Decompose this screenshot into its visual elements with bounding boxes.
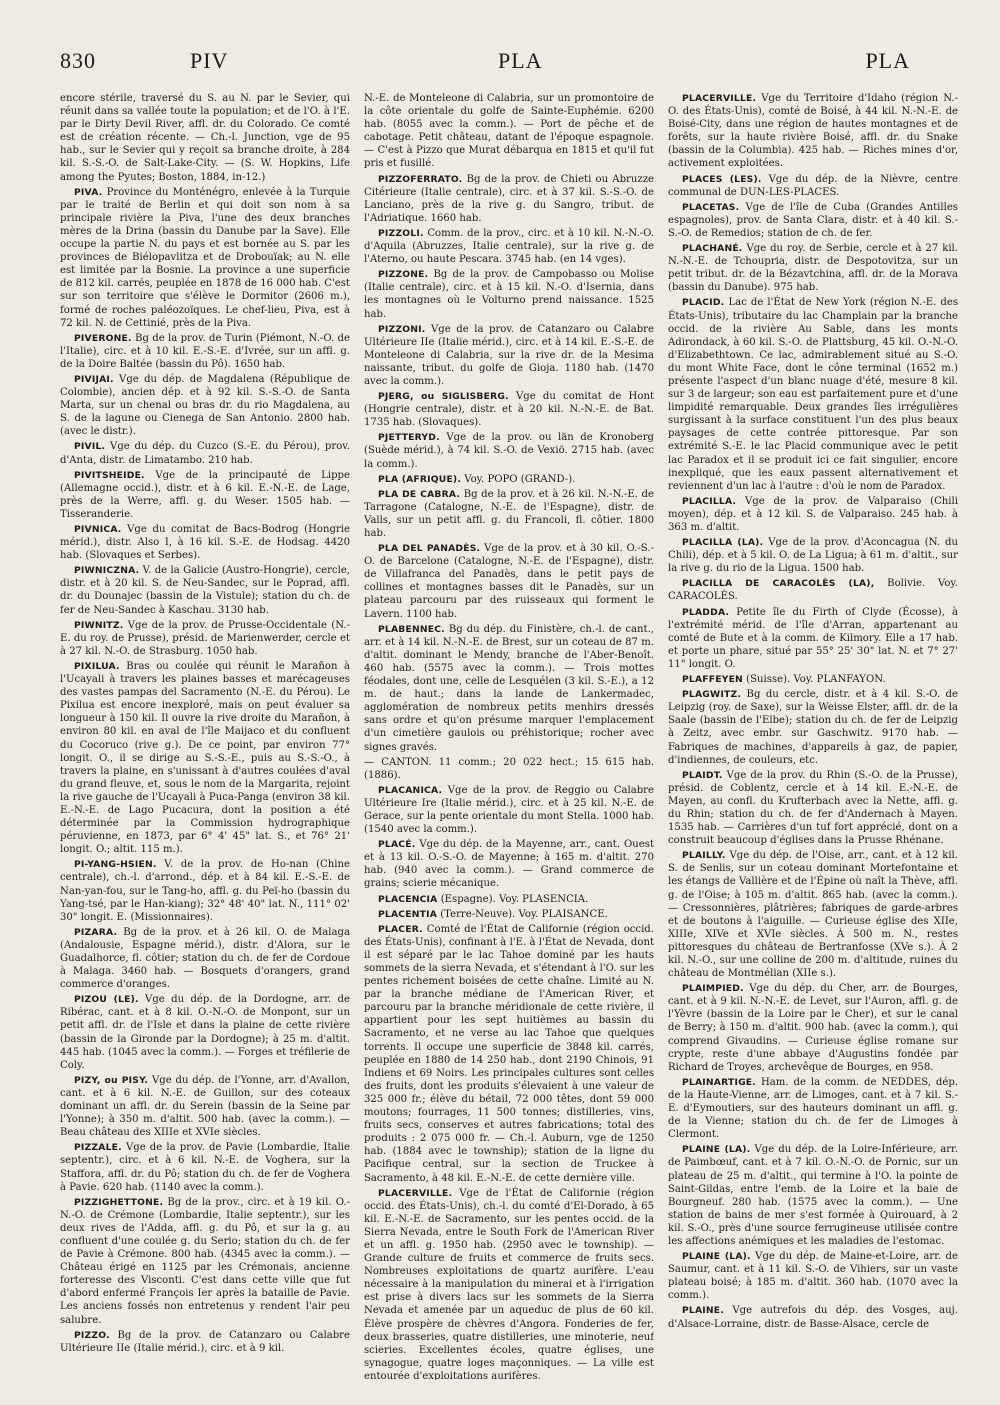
entry <box>668 769 958 848</box>
entry <box>60 523 350 562</box>
entry-text: Comm. de la prov., circ. et à 10 kil. N.-N.-O. d'Aquila (Abruzzes, Italie centrale), sur la rive g. de l'Aterno, ou haute Pescara. 3745 hab. (en 14 vges). <box>364 227 654 266</box>
entry-text: Vge autrefois du dép. des Vosges, auj. d'Alsace-Lorraine, distr. de Basse-Alsace, cercle de <box>668 1305 958 1330</box>
entry-headword: PLACERVILLE. <box>682 93 757 104</box>
entry-text: Vge de la prov. de Catanzaro ou Calabre Ultérieure IIe (Italie mérid.), circ. et à 14 kil. E.-S.-E. de Monteleone di Calabria, sur la rive dr. de la Mesima naissante, tribut. du golfe de Gioja. 1180 hab. (1470 avec la comm.). <box>364 323 654 387</box>
entry <box>668 1250 958 1302</box>
entry <box>668 606 958 671</box>
entry-text: Vge de la prov. de Prusse-Occidentale (N.-E. du roy. de Prusse), présid. de Marienwerder, cercle et à 27 kil. N.-O. de Strasburg. 1050 hab. <box>60 619 350 657</box>
entry <box>60 660 350 856</box>
entry <box>364 893 654 906</box>
entry-text: Vge du comitat de Bacs-Bodrog (Hongrie mérid.), distr. Also I, à 16 kil. S.-E. de Hodsag. 4420 hab. (Slovaques et Serbes). <box>60 524 350 562</box>
entry-headword: PIVNICA. <box>74 524 122 535</box>
entry-text: Bolivie. Voy. CARACOLÈS. <box>668 578 958 603</box>
entry-text: Province du Monténégro, enlevée à la Turquie par le traité de Berlin et qui doit son nom à sa principale rivière la Piva, l'une des deux branches mères de la Drina (bassin du Danube par la Save). Elle occupe la partie N. du pays et est bornée au S. par les provinces de Biélopavlitza et de Drobouïak; au N. elle est limitée par la Bosnie. La province a une superficie de 812 kil. carrés, peuplée en 1878 de 16 000 hab. C'est sur son territoire que s'élève le Dormitor (2606 m.), formé de roches paléozoïques. Le chef-lieu, Piva, est à 72 kil. N. de Cettinié, près de la Piva. <box>60 186 350 329</box>
entry-headword: PJERG, ou SIGLISBERG. <box>378 391 509 403</box>
entry <box>60 440 350 466</box>
entry-headword: PIZZOLI. <box>378 227 424 239</box>
entry-text: (Suisse). Voy. PLANFAYON. <box>746 674 886 686</box>
entry-headword: PLA DEL PANADÈS. <box>378 543 481 555</box>
entry-headword: PLA (AFRIQUE). <box>378 473 462 485</box>
entry-headword: PIZARA. <box>74 926 118 938</box>
entry-headword: PIVIL. <box>74 441 106 453</box>
entry <box>60 993 350 1072</box>
left-running-head: PIV <box>190 48 229 73</box>
entry-text: V. de la Galicie (Austro-Hongrie), cercle, distr. et à 20 kil. S. de Neu-Sandec, sur le Poprad, affl. dr. du Dounajec (bassin de la Vistule); station du ch. de fer de Neu-Sandec à Kaschau. 3130 hab. <box>60 565 350 616</box>
entry-headword: PLACERVILLE. <box>378 1187 453 1199</box>
column-2 <box>364 92 654 1380</box>
entry-text: encore stérile, traversé du S. au N. par le Sevier, qui réunit dans sa vallée toute la population; et de l'O. à l'E. par le Dirty Devil River, affl. dr. du Colorado. Ce comté est de création récente. — Ch.-l. Junction, vge de 95 hab., sur le Sevier qui y reçoit sa branche droite, à 284 kil. S.-S.-O. de Salt-Lake-City. — (S. W. Hopkins, Life among the Pyutes; Boston, 1884, in-12.) <box>60 93 350 183</box>
entry <box>668 982 958 1074</box>
entry-text: Bg du cercle, distr. et à 4 kil. S.-O. de Leipzig (roy. de Saxe), sur la Weisse Elster, affl. dr. de la Saale (bassin de l'Elbe); station du ch. de fer de Leipzig à Zeitz, avec embr. sur Gaschwitz. 9170 hab. — Fabriques de machines, d'appareils à gaz, de papier, d'indiennes, de couleurs, etc. <box>668 689 958 766</box>
entry-text: Vge de l'île de Cuba (Grandes Antilles espagnoles), prov. de Santa Clara, distr. et à 40 kil. S.-S.-O. de Remedios; station de ch. de fer. <box>668 201 958 239</box>
entry-headword: PLADDA. <box>682 606 730 618</box>
entry-text: Vge du dép. de l'Oise, arr., cant. et à 12 kil. S. de Senlis, sur un coteau dominant Mortefontaine et les étangs de Vallière et de l'Épine où naît la Thève, affl. g. de l'Oise; à 105 m. d'altit. 865 hab. (avec la comm.). — Cressonnières, plâtrières; fabriques de garde-arbres et de boutons à l'aiguille. — Curieuse église des XIIe, XIIIe, XIVe et XVIe siècles. À 500 m. N., restes pittoresques du château de Bertranfosse (XVe s.). À 2 kil. N.-O., sur une colline de 200 m. d'altitude, ruines du château de Montmélian (XIIe s.). <box>668 850 958 980</box>
entry-text: Vge du dép. de Maine-et-Loire, arr. de Saumur, cant. et à 11 kil. S.-O. de Vihiers, sur un vaste plateau boisé; à 185 m. d'altit. 360 hab. (1070 avec la comm.). <box>668 1251 958 1302</box>
entry <box>364 784 654 836</box>
entry-headword: PIZZONI. <box>378 323 426 335</box>
entry-headword: PLACILLA (LA). <box>682 537 764 549</box>
entry <box>668 1076 958 1141</box>
center-running-head: PLA <box>498 48 543 73</box>
column-1 <box>60 92 350 1380</box>
entry-headword: PIZY, ou PISY. <box>74 1074 149 1086</box>
entry-text: Petite île du Firth of Clyde (Écosse), à l'extrémité mérid. de l'île d'Arran, appartenant au comté de Bute et à la comm. de Kilmory. Elle a 17 hab. et porte un phare, situé par 55° 25' 30" lat. N. et 7° 27' 11" longit. O. <box>668 606 958 670</box>
entry-text: Vge du dép. de l'Yonne, arr. d'Avallon, cant. et à 6 kil. N.-E. de Guillon, sur des coteaux dominant un affl. dr. du Serein (bassin de la Seine par l'Yonne); à 350 m. d'altit. 500 hab. (avec la comm.). — Beau château des XIIIe et XVIe siècles. <box>60 1074 350 1139</box>
entry-text: Bg de la prov. de Campobasso ou Molise (Italie centrale), circ. et à 15 kil. N.-O. d'Isernia, dans les montagnes où le Volturno prend naissance. 1525 hab. <box>364 269 654 320</box>
entry <box>364 473 654 486</box>
entry-text: Bg de la prov. et à 26 kil. N.-N.-E. de Tarragone (Catalogne, N.-E. de l'Espagne), distr. de Valls, sur un petit affl. g. du Francoli, fl. côtier. 1800 hab. <box>364 488 654 539</box>
entry-headword: PLAGWITZ. <box>682 689 742 701</box>
entry <box>364 838 654 890</box>
entry-text: Voy. POPO (GRAND-). <box>464 473 576 485</box>
entry-headword: PLACENTIA <box>378 908 438 920</box>
entry-text: Vge de la prov. et à 30 kil. O.-S.-O. de Barcelone (Catalogne, N.-E. de l'Espagne), distr. de Villafranca del Panadès, dans le petit pays de collines et montagnes basses dit le Panadès, sur un plateau parcouru par des ruisseaux qui forment le Lavern. 1100 hab. <box>364 543 654 620</box>
entry <box>60 858 350 923</box>
entry-headword: PLAILLY. <box>682 850 726 862</box>
entry <box>364 227 654 266</box>
entry-headword: PLACETAS. <box>682 201 740 213</box>
entry <box>364 173 654 225</box>
entry-text: N.-E. de Monteleone di Calabria, sur un promontoire de la côte orientale du golfe de Sainte-Euphémie. 6200 hab. (8055 avec la comm.). — Port de pêche et de cabotage. Petit château, datant de l'époque espagnole. — C'est à Pizzo que Murat débarqua en 1815 et qu'il fut pris et fusillé. <box>364 93 654 170</box>
entry-headword: PLACES (LES). <box>682 173 762 185</box>
entry-text: Bg de la prov. et à 26 kil. O. de Malaga (Andalousie, Espagne mérid.), distr. d'Alora, sur le Guadalhorce, fl. côtier; station du ch. de fer de Cordoue à Malaga. 3460 hab. — Bosquets d'orangers, grand commerce d'oranges. <box>60 926 350 991</box>
entry-headword: PIZZO. <box>74 1329 110 1341</box>
entry <box>364 542 654 621</box>
entry <box>364 1187 654 1380</box>
entry-headword: PLACID. <box>682 297 725 309</box>
entry-text: Lac de l'État de New York (région N.-E. des États-Unis), tributaire du lac Champlain par la branche occid. de la rivière Au Sable, dans les monts Adirondack, à 60 kil. S.-O. de Plattsburg, 45 kil. O.-N.-O. d'Elizabethtown. Ce lac, admirablement situé au S.-O. du mont White Face, dont le cône terminal (1652 m.) présente l'aspect d'un blanc nuage d'été, mesure 8 kil. sur 3 de largeur; son eau est parfaitement pure et d'une limpidité remarquable. Deux grandes îles irrégulières surgissant à la surface constituent l'un des plus beaux paysages de cette contrée pittoresque. Par son extrémité S.-E. le lac Placid communique avec le petit lac Paradox et il se produit ici ce fait singulier, encore inexpliqué, que les eaux passent alternativement et reviennent d'un lac à l'autre : d'où le nom de Paradox. <box>668 297 958 492</box>
entry-text: Bg de la prov., circ. et à 19 kil. O.-N.-O. de Crémone (Lombardie, Italie septentr.), sur les deux rives de l'Adda, affl. g. du Pô, et sur la g. au confluent d'une coulée g. du Serio; station du ch. de fer de Pavie à Crémone. 800 hab. (4345 avec la comm.). — Château érigé en 1125 par les Crémonais, ancienne forteresse des Visconti. C'est dans cette ville que fut d'abord enfermé François Ier après la bataille de Pavie. Les anciens fossés non entretenus y rendent l'air peu salubre. <box>60 1196 350 1326</box>
entry <box>364 488 654 540</box>
entry-headword: PLACILLA. <box>682 495 737 507</box>
entry-text: V. de la prov. de Ho-nan (Chine centrale), ch.-l. d'arrond., dép. et à 84 kil. E.-S.-E. de Nan-yan-fou, sur le Tang-ho, affl. g. du Peï-ho (bassin du Yang-tsé, par le Han-kiang); 32° 48' 40" lat. N., 111° 02' 30" longit. E. (Missionnaires). <box>60 859 350 923</box>
entry <box>364 268 654 320</box>
entry <box>60 92 350 184</box>
entry <box>668 1304 958 1330</box>
entry-headword: PIWNITZ. <box>74 619 124 631</box>
entry <box>60 469 350 521</box>
entry <box>60 1141 350 1193</box>
entry <box>668 536 958 575</box>
entry-headword: PLACANICA. <box>378 784 443 796</box>
entry <box>60 186 350 330</box>
page-number: 830 <box>60 48 96 73</box>
entry <box>668 173 958 199</box>
entry <box>668 673 958 686</box>
column-3 <box>668 92 958 1380</box>
entry-text: Vge de la prov. de Pavie (Lombardie, Italie septentr.), circ. et à 6 kil. N.-E. de Voghera, sur la Staffora, affl. dr. du Pô; station du ch. de fer de Voghera à Pavie. 620 hab. (1140 avec la comm.). <box>60 1142 350 1193</box>
entry <box>60 1196 350 1327</box>
entry-headword: PIZZOFERRATO. <box>378 173 463 185</box>
entry <box>60 619 350 658</box>
entry <box>668 688 958 767</box>
right-running-head: PLA <box>865 48 910 73</box>
entry-text: Vge de la prov. de Reggio ou Calabre Ultérieure Ire (Italie mérid.), circ. et à 25 kil. N.-E. de Gerace, sur la pente orientale du mont Stella. 1000 hab. (1540 avec la comm.). <box>364 784 654 836</box>
entry-headword: PLACENCIA <box>378 893 438 905</box>
entry <box>668 296 958 492</box>
entry-text: Vge du dép. de la Nièvre, centre communal de DUN-LES-PLACES. <box>668 173 958 198</box>
entry <box>60 926 350 991</box>
entry-text: Vge du dép. du Cher, arr. de Bourges, cant. et à 9 kil. N.-N.-E. de Levet, sur l'Auron, affl. g. de l'Yèvre (bassin de la Loire par le Cher), et sur le canal de Berry; à 150 m. d'altit. 900 hab. (avec la comm.), qui comprend Givaudins. — Curieuse église romane sur crypte, reste d'une abbaye d'Augustins fondée par Richard de Troyes, archevêque de Bourges, en 958. <box>668 983 958 1073</box>
entry-headword: PI-YANG-HSIEN. <box>74 859 157 871</box>
entry <box>364 390 654 429</box>
text-columns <box>60 92 960 1380</box>
entry-text: — CANTON. 11 comm.; 20 022 hect.; 15 615 hab. (1886). <box>364 756 654 781</box>
entry-headword: PLACHANÉ. <box>682 243 743 255</box>
entry-headword: PJETTERYD. <box>378 432 440 444</box>
entry-text: Vge du dép. de Magdalena (République de Colombie), ancien dép. et à 92 kil. S.-S.-O. de Santa Marta, sur un chenal ou bras dr. du rio Magdalena, au S. de la lagune ou Cienega de San Antonio. 2800 hab. (avec le distr.). <box>60 373 350 438</box>
entry-text: Vge du roy. de Serbie, cercle et à 27 kil. N.-N.-E. de Tchoupria, distr. de Despotovitza, sur un petit tribut. dr. de la Bézavtchina, affl. dr. de la Morava (bassin du Danube). 975 hab. <box>668 243 958 294</box>
entry-text: Bg de la prov. de Turin (Piémont, N.-O. de l'Italie), circ. et à 10 kil. E.-S.-E. d'Ivrée, sur un affl. g. de la Doire Baltée (bassin du Pô). 1650 hab. <box>60 332 350 370</box>
entry <box>668 201 958 240</box>
entry-text: Vge de la prov. du Rhin (S.-O. de la Prusse), présid. de Coblentz, cercle et à 14 kil. E.-N.-E. de Mayen, au confl. du Krufterbach avec la Nette, affl. g. du Rhin; station du ch. de fer d'Andernach à Mayen. 1535 hab. — Carrières d'un tuf fort apprécié, dont on a construit beaucoup d'églises dans la Prusse Rhénane. <box>668 769 958 847</box>
entry-headword: PLAINE. <box>682 1305 724 1317</box>
entry-text: Vge de l'État de Californie (région occid. des États-Unis), ch.-l. du comté d'El-Dorado, à 65 kil. E.-N.-E. de Sacramento, sur les pentes occid. de la Sierra Nevada, entre le South Fork de l'American River et un affl. g. 1950 hab. (2950 avec le township). — Grande culture de fruits et commerce de fruits secs. Nombreuses exploitations de quartz aurifère. L'eau nécessaire à la manipulation du minerai et à l'irrigation est prise à divers lacs sur les sommets de la Sierra Nevada et amenée par un aqueduc de plus de 60 kil. Élève prospère de chèvres d'Angora. Fonderies de fer, deux brasseries, quatre distilleries, une minoterie, neuf scieries. Excellentes écoles, quatre églises, une synagogue, quatre loges maçonniques. — La ville est entourée d'exploitations aurifères. <box>364 1187 654 1380</box>
entry-headword: PIZZONE. <box>378 269 429 281</box>
entry <box>364 92 654 171</box>
entry-headword: PIXILUA. <box>74 660 120 672</box>
entry-headword: PLAINE (LA). <box>682 1251 751 1263</box>
entry <box>364 908 654 921</box>
entry <box>668 242 958 294</box>
entry-headword: PIZOU (LE). <box>74 994 139 1006</box>
entry-text: Comté de l'État de Californie (région occid. des États-Unis), confinant à l'E. à l'État de Nevada, dont il est séparé par le lac Tahoe dominé par les hauts sommets de la sierra Nevada, et s'étendant à l'O. sur les pentes richement boisées de cette chaîne. Limité au N. par la branche médiane de l'American River, et parcouru par la branche méridionale de cette rivière, il appartient pour les sept huitièmes au bassin du Sacramento, et ne verse au lac Tahoe que quelques torrents. Il occupe une superficie de 3848 kil. carrés, peuplée en 1880 de 14 250 hab., dont 2190 Chinois, 91 Indiens et 69 Noirs. Les principales cultures sont celles des fruits, dont les produits s'élevaient à une valeur de 325 000 fr.; élève du bétail, 72 000 têtes, dont 59 000 moutons; fourrages, 11 500 tonnes; distilleries, vins, fruits secs, conserves et autres fabrications; total des produits : 2 075 000 fr. — Ch.-l. Auburn, vge de 1250 hab. (1884 avec le township); station de la ligne du Pacifique central, sur la section de Truckee à Sacramento, à 48 kil. E.-N.-E. de cette dernière ville. <box>364 923 654 1184</box>
entry-headword: PLAINE (LA). <box>682 1144 751 1156</box>
entry-text: Bg de la prov. de Catanzaro ou Calabre Ultérieure IIe (Italie mérid.), circ. et à 9 kil. <box>60 1329 350 1354</box>
entry-headword: PLAIMPIED. <box>682 983 744 995</box>
entry-text: Vge du comitat de Hont (Hongrie centrale), distr. et à 20 kil. N.-N.-E. de Bat. 1735 hab. (Slovaques). <box>364 391 654 429</box>
entry-headword: PLAIDT. <box>682 769 723 781</box>
entry-headword: PLACILLA DE CARACOLÈS (LA), <box>682 578 875 590</box>
entry <box>668 577 958 603</box>
entry-text: Ham. de la comm. de NEDDES, dép. de la Haute-Vienne, arr. de Limoges, cant. et à 7 kil. S.-E. d'Eymoutiers, sur des hauteurs dominant un affl. g. de la Vienne; station du ch. de fer de Limoges à Clermont. <box>668 1076 958 1141</box>
entry-text: Vge du Territoire d'Idaho (région N.-O. des États-Unis), comté de Boisé, à 44 kil. N.-N.-E. de Boisé-City, dans une région de hautes montagnes et de forêts, sur la haute rivière Boisé, affl. dr. du Snake (bassin de la Columbia). 425 hab. — Riches mines d'or, activement exploitées. <box>668 93 958 170</box>
entry-headword: PIVIJAI. <box>74 373 114 385</box>
entry-headword: PIZZIGHETTONE. <box>74 1196 164 1208</box>
entry-text: Bg de la prov. de Chieti ou Abruzze Citérieure (Italie centrale), circ. et à 37 kil. S.-S.-O. de Lanciano, près de la rive g. du Sangro, tribut. de l'Adriatique. 1660 hab. <box>364 173 654 224</box>
entry <box>668 849 958 980</box>
entry-text: Vge de la prov. d'Aconcagua (N. du Chili), dép. et à 5 kil. O. de La Ligua; à 61 m. d'altit., sur la rive g. du rio de la Ligua. 1500 hab. <box>668 537 958 575</box>
entry-text: Vge de la prov. ou län de Kronoberg (Suède mérid.), à 74 kil. S.-O. de Vexiö. 2715 hab. (avec la comm.). <box>364 432 654 470</box>
entry <box>364 431 654 470</box>
entry <box>668 495 958 534</box>
entry <box>364 923 654 1185</box>
entry <box>60 564 350 616</box>
entry <box>364 623 654 754</box>
entry-headword: PIWNICZNA. <box>74 565 140 577</box>
entry-text: (Espagne). Voy. PLASENCIA. <box>440 893 589 905</box>
entry-headword: PIZZALE. <box>74 1142 122 1154</box>
entry <box>668 92 958 171</box>
entry <box>364 756 654 782</box>
entry-text: Vge de la principauté de Lippe (Allemagne occid.), distr. et à 6 kil. E.-N.-E. de Lage, près de la Werre, affl. g. du Weser. 1505 hab. — Tisseranderie. <box>60 469 350 520</box>
entry <box>60 1074 350 1139</box>
entry <box>60 332 350 371</box>
entry-headword: PLACÉ. <box>378 839 416 851</box>
entry-text: Vge du dép. du Cuzco (S.-E. du Pérou), prov. d'Anta, distr. de Limatambo. 210 hab. <box>60 441 350 466</box>
page-header <box>60 48 940 84</box>
entry <box>668 1143 958 1248</box>
entry-text: Bg du dép. du Finistère, ch.-l. de cant., arr. et à 14 kil. N.-N.-E. de Brest, sur un coteau de 87 m. d'altit. dominant le Mendy, branche de l'Aber-Benoît. 460 hab. (5575 avec la comm.). — Trois mottes féodales, dont une, celle de Lesquélen (3 kil. S.-E.), a 12 m. de haut.; dans la lande de Lankermadec, agglomération de nombreux petits menhirs dressés sans ordre et qu'on présume marquer l'emplacement d'un cimetière gaulois ou préhistorique; rocher avec signes gravés. <box>364 623 654 753</box>
entry-headword: PLA DE CABRA. <box>378 488 461 500</box>
entry <box>60 1329 350 1355</box>
entry-text: Bras ou coulée qui réunit le Marañon à l'Ucayali à travers les plaines basses et marécageuses des vastes pampas del Sacramento (N.-E. du Pérou). Le Pixilua est encore inexploré, mais on peut évaluer sa longueur à 150 kil. Il ouvre la rive droite du Marañon, à environ 80 kil. en aval de l'île Maijaco et du confluent du Cocoruco (rive g.). De ce point, par environ 77° longit. O., il se dirige au S.-S.-E., puis au S.-S.-O., à travers la plaine, en s'unissant à d'autres coulées d'aval du grand fleuve, et, sous le nom de la Margarita, rejoint la rive gauche de l'Ucayali à Puca-Panga (environ 38 kil. E.-N.-E. de Lago Pucacura, dont la position a été déterminée par la Commission hydrographique péruvienne, en 1873, par 6° 4' 45" lat. S., et 76° 21' longit. O.; altit. 115 m.). <box>60 660 350 856</box>
entry-text: Vge du dép. de la Mayenne, arr., cant. Ouest et à 13 kil. O.-S.-O. de Mayenne; à 165 m. d'altit. 270 hab. (940 avec la comm.). — Grand commerce de grains; scierie mécanique. <box>364 839 654 890</box>
entry-text: Vge du dép. de la Loire-Inférieure, arr. de Paimbœuf, cant. et à 7 kil. O.-N.-O. de Pornic, sur un plateau de 25 m. d'altit., qui termine à l'O. la pointe de Saint-Gildas, entre l'emb. de la Loire et la baie de Bourgneuf. 280 hab. (1575 avec la comm.). — Une station de bains de mer s'est formée à Quirouard, à 2 kil. S.-O., près d'une source ferrugineuse utilisée contre les affections anémiques et les maladies de l'estomac. <box>668 1144 958 1247</box>
entry-headword: PIVITSHEIDE. <box>74 469 145 481</box>
entry-headword: PLACER. <box>378 923 423 935</box>
entry-headword: PLAFFEYEN <box>682 674 743 686</box>
entry-headword: PLAINARTIGE. <box>682 1076 756 1088</box>
entry <box>364 323 654 388</box>
entry-headword: PIVERONE. <box>74 332 132 344</box>
entry-headword: PIVA. <box>74 186 103 198</box>
entry-text: Vge du dép. de la Dordogne, arr. de Ribérac, cant. et à 8 kil. O.-N.-O. de Monpont, sur un petit affl. dr. de l'Isle et dans la plaine de cette rivière (bassin de la Gironde par la Dordogne); à 25 m. d'altit. 445 hab. (1045 avec la comm.). — Forges et tréfilerie de Coly. <box>60 994 350 1071</box>
entry-text: (Terre-Neuve). Voy. PLAISANCE. <box>440 908 608 920</box>
entry-headword: PLABENNEC. <box>378 623 445 635</box>
entry <box>60 373 350 438</box>
entry-text: Vge de la prov. de Valparaiso (Chili moyen), dép. et à 12 kil. S. de Valparaiso. 245 hab. à 363 m. d'altit. <box>668 495 958 533</box>
